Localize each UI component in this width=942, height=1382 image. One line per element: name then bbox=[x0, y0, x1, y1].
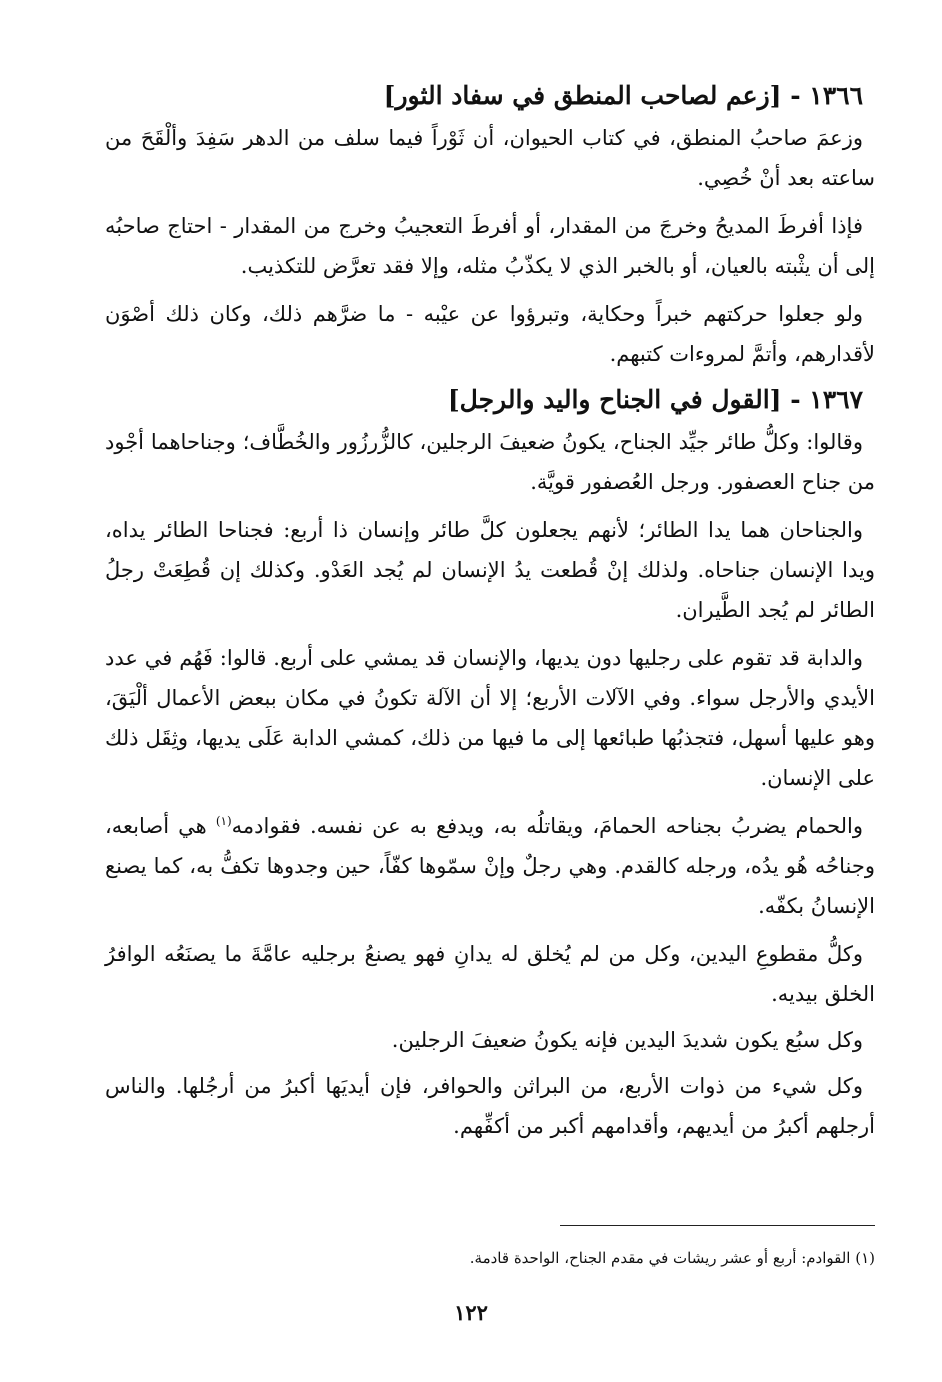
section-heading: ١٣٦٧ - [القول في الجناح واليد والرجل] bbox=[447, 385, 863, 414]
paragraph: والدابة قد تقوم على رجليها دون يديها، والإنسان قد يمشي على أربع. قالوا: فَهُم في عدد الأيدي والأرجل سواء. وفي الآلات الأربع؛ إلا أن الآلة تكونُ في مكان ببعض الأعمال ألْيَقَ، وهو عليها أسهل، فتجذبُها طبائعها إلى ما فيها من ذلك، كمشي الدابة عَلَى يديها، وثِقَل ذلك على الإنسان. bbox=[105, 646, 875, 790]
footnote: (١) القوادم: أربع أو عشر ريشات في مقدم الجناح، الواحدة قادمة. bbox=[469, 1249, 875, 1267]
section-heading: ١٣٦٦ - [زعم لصاحب المنطق في سفاد الثور] bbox=[383, 81, 863, 110]
paragraph-continuation: هي أصابعه، وجناحُه هُو يدُه، ورجله كالقدم. وهي رجلٌ وإنْ سمّوها كفّاً، حين وجدوها تكفُّ به، كما يصنع الإنسانُ بكفّه. bbox=[105, 814, 875, 918]
section-1367 bbox=[105, 382, 875, 1146]
paragraph-with-footnote bbox=[105, 806, 875, 926]
page-number: ١٢٢ bbox=[454, 1300, 488, 1325]
paragraph: وكل شيء من ذوات الأربع، من البراثن والحوافر، فإن أيديَها أكبرُ من أرجُلها. والناس أرجلهم أكبرُ من أيديهم، وأقدامهم أكبر من أكفِّهم. bbox=[105, 1074, 875, 1138]
footnote-divider bbox=[560, 1225, 875, 1226]
paragraph: والجناحان هما يدا الطائر؛ لأنهم يجعلون كلَّ طائر وإنسان ذا أربع: فجناحا الطائر يداه، ويدا الإنسان جناحاه. ولذلك إنْ قُطعت يدُ الإنسان لم يُجد العَدْو. وكذلك إن قُطِعَتْ رجلُ الطائر لم يُجد الطَّيران. bbox=[105, 518, 875, 622]
section-1366 bbox=[105, 78, 875, 374]
paragraph-text: والحمام يضربُ بجناحه الحمامَ، ويقاتلُه به، ويدفع به عن نفسه. فقوادمه bbox=[231, 814, 863, 838]
page-body bbox=[105, 78, 875, 1152]
paragraph: ولو جعلوا حركتهم خبراً وحكاية، وتبرؤوا عن عيْبه - ما ضرَّهم ذلك، وكان ذلك أصْوَن لأقدارهم، وأتمَّ لمروءات كتبهم. bbox=[105, 302, 875, 366]
footnote-marker: (١) bbox=[215, 814, 232, 828]
paragraph: وكل سبُع يكون شديدَ اليدين فإنه يكونُ ضعيفَ الرجلين. bbox=[391, 1028, 863, 1052]
paragraph: وقالوا: وكلُّ طائر جيِّد الجناح، يكونُ ضعيفَ الرجلين، كالزُّرزُور والخُطَّاف؛ وجناحاهما أجْود من جناح العصفور. ورجل العُصفور قويَّة. bbox=[105, 430, 875, 494]
paragraph: وكلُّ مقطوعِ اليدين، وكل من لم يُخلق له يدانِ فهو يصنعُ برجليه عامَّةَ ما يصنَعُه الوافرُ الخلق بيديه. bbox=[105, 942, 875, 1006]
paragraph: وزعمَ صاحبُ المنطق، في كتاب الحيوان، أن ثَوْراً فيما سلف من الدهر سَفِدَ وألْقَحَ من ساعته بعد أنْ خُصِي. bbox=[105, 126, 875, 190]
paragraph: فإذا أفرطَ المديحُ وخرجَ من المقدار، أو أفرطَ التعجيبُ وخرج من المقدار - احتاج صاحبُه إلى أن يثْبته بالعيان، أو بالخبر الذي لا يكذّبُ مثله، وإلا فقد تعرَّض للتكذيب. bbox=[105, 214, 875, 278]
